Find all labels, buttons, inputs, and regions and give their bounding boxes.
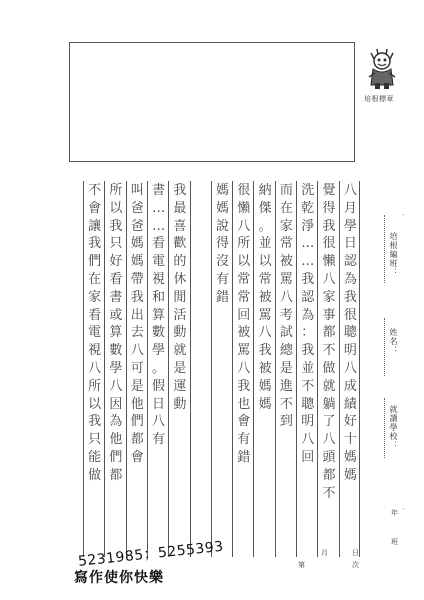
essay-character: 八 bbox=[343, 183, 357, 198]
essay-character: 學 bbox=[343, 218, 357, 234]
essay-column bbox=[232, 181, 253, 557]
essay-character: 錯 bbox=[237, 450, 251, 465]
essay-character: 常 bbox=[237, 289, 251, 305]
essay-character: 了 bbox=[322, 414, 336, 430]
essay-character: 都 bbox=[322, 325, 336, 341]
grade-year-label: 年 bbox=[391, 509, 398, 517]
essay-character: 他 bbox=[109, 432, 123, 448]
essay-column bbox=[190, 181, 211, 557]
essay-character: 為 bbox=[343, 272, 357, 287]
essay-writing-grid bbox=[83, 181, 360, 557]
footer-phone-numbers: 5231985；5255393 bbox=[77, 538, 225, 570]
essay-character: 而 bbox=[279, 183, 293, 198]
essay-character: 淨 bbox=[301, 218, 315, 234]
essay-character: 出 bbox=[130, 307, 144, 323]
essay-character: 很 bbox=[237, 183, 251, 198]
essay-character: 所 bbox=[88, 378, 102, 394]
essay-character: 試 bbox=[279, 325, 293, 341]
essay-column bbox=[339, 181, 360, 557]
essay-character: 八 bbox=[301, 432, 315, 448]
essay-character: 傑 bbox=[258, 200, 272, 216]
class-field-line bbox=[384, 215, 385, 283]
essay-character: 休 bbox=[173, 272, 187, 287]
essay-character: 會 bbox=[130, 450, 144, 465]
essay-character: 動 bbox=[173, 325, 187, 341]
essay-character: 爸 bbox=[130, 200, 144, 216]
essay-character: 是 bbox=[279, 361, 293, 376]
essay-character: 聰 bbox=[343, 325, 357, 341]
essay-character: 很 bbox=[322, 236, 336, 252]
essay-character: 以 bbox=[237, 254, 251, 270]
essay-character: 八 bbox=[237, 218, 251, 234]
essay-character: 們 bbox=[109, 450, 123, 465]
essay-character: 因 bbox=[109, 396, 123, 412]
essay-character: 我 bbox=[173, 183, 187, 198]
essay-character: 以 bbox=[258, 254, 272, 270]
essay-character: 考 bbox=[279, 307, 293, 323]
essay-character: 常 bbox=[279, 236, 293, 252]
essay-character: 為 bbox=[301, 307, 315, 323]
essay-character: 認 bbox=[343, 254, 357, 270]
essay-character: 我 bbox=[130, 289, 144, 305]
essay-column bbox=[168, 181, 189, 557]
essay-character: 成 bbox=[343, 378, 357, 394]
essay-character: 罵 bbox=[279, 272, 293, 287]
essay-character: 電 bbox=[88, 325, 102, 341]
essay-character: 他 bbox=[130, 396, 144, 412]
essay-character: 或 bbox=[109, 307, 123, 323]
essay-character: 學 bbox=[152, 343, 166, 359]
essay-character: 得 bbox=[322, 200, 336, 216]
essay-character: 明 bbox=[301, 414, 315, 430]
essay-character: 沒 bbox=[215, 254, 229, 270]
essay-character: 都 bbox=[322, 467, 336, 483]
essay-character: 躺 bbox=[322, 396, 336, 412]
essay-character: 媽 bbox=[258, 378, 272, 394]
essay-character: 好 bbox=[343, 414, 357, 430]
stamp-label: 培根標章 bbox=[364, 95, 394, 103]
month-label: 月 bbox=[321, 549, 328, 557]
essay-character: 總 bbox=[279, 343, 293, 359]
essay-character: 算 bbox=[109, 325, 123, 341]
essay-character: 不 bbox=[279, 396, 293, 412]
essay-character: 媽 bbox=[343, 450, 357, 465]
essay-character: 得 bbox=[215, 236, 229, 252]
essay-character: 八 bbox=[152, 414, 166, 430]
essay-character: 歡 bbox=[173, 236, 187, 252]
essay-character: 媽 bbox=[343, 467, 357, 483]
essay-character: 去 bbox=[130, 325, 144, 341]
essay-character: 最 bbox=[173, 200, 187, 216]
essay-character: 罵 bbox=[237, 343, 251, 359]
essay-character: 日 bbox=[152, 396, 166, 412]
essay-character: 們 bbox=[88, 254, 102, 270]
essay-character: 並 bbox=[258, 236, 272, 252]
essay-character: 懶 bbox=[322, 254, 336, 270]
essay-character: … bbox=[301, 236, 315, 252]
essay-character: 都 bbox=[109, 467, 123, 483]
essay-character: 覺 bbox=[322, 183, 336, 198]
essay-character: 能 bbox=[88, 450, 102, 465]
essay-character: 看 bbox=[152, 236, 166, 252]
essay-character: 不 bbox=[301, 378, 315, 394]
essay-character: 常 bbox=[258, 272, 272, 287]
essay-character: 的 bbox=[173, 254, 187, 270]
essay-character: 就 bbox=[173, 343, 187, 359]
essay-character: 好 bbox=[109, 254, 123, 270]
school-label: 就讀學校： bbox=[389, 405, 398, 450]
essay-character: 們 bbox=[130, 414, 144, 430]
mascot-stamp-icon bbox=[365, 47, 399, 92]
essay-character: 所 bbox=[109, 183, 123, 198]
essay-character: 家 bbox=[322, 289, 336, 305]
essay-character: 聰 bbox=[301, 396, 315, 412]
school-field-line bbox=[384, 398, 385, 458]
essay-character: 媽 bbox=[130, 236, 144, 252]
essay-character: 。 bbox=[258, 218, 272, 234]
essay-character: 視 bbox=[152, 272, 166, 287]
essay-character: 並 bbox=[301, 361, 315, 376]
essay-character: 八 bbox=[109, 378, 123, 394]
essay-character: 我 bbox=[88, 414, 102, 430]
essay-character: 明 bbox=[343, 343, 357, 359]
essay-character: 運 bbox=[173, 378, 187, 394]
essay-character: 錯 bbox=[215, 289, 229, 305]
essay-character: 八 bbox=[279, 289, 293, 305]
essay-character: 八 bbox=[343, 361, 357, 376]
essay-character: 乾 bbox=[301, 200, 315, 216]
essay-character: 帶 bbox=[130, 272, 144, 287]
essay-character: 八 bbox=[322, 272, 336, 287]
essay-character: 讓 bbox=[88, 218, 102, 234]
essay-column bbox=[211, 181, 232, 557]
essay-character: 都 bbox=[130, 432, 144, 448]
essay-character: 八 bbox=[322, 432, 336, 448]
order-label: 第 bbox=[298, 561, 305, 569]
essay-character: 被 bbox=[258, 361, 272, 376]
essay-character: 所 bbox=[237, 236, 251, 252]
essay-character: 媽 bbox=[130, 254, 144, 270]
essay-character: 八 bbox=[258, 325, 272, 341]
essay-character: 不 bbox=[88, 183, 102, 198]
registration-mark: - bbox=[402, 210, 405, 219]
essay-character: 八 bbox=[130, 343, 144, 359]
essay-character: 績 bbox=[343, 396, 357, 412]
essay-character: 在 bbox=[88, 272, 102, 287]
essay-character: 我 bbox=[258, 343, 272, 359]
essay-character: 學 bbox=[109, 361, 123, 376]
essay-character: 納 bbox=[258, 183, 272, 198]
essay-character: 到 bbox=[279, 414, 293, 430]
essay-character: 數 bbox=[152, 325, 166, 341]
essay-character: 看 bbox=[109, 272, 123, 287]
essay-character: 以 bbox=[88, 396, 102, 412]
essay-character: 洗 bbox=[301, 183, 315, 198]
essay-character: 。 bbox=[152, 361, 166, 376]
essay-character: 八 bbox=[88, 361, 102, 376]
essay-character: 是 bbox=[130, 378, 144, 394]
essay-character: 假 bbox=[152, 378, 166, 394]
essay-character: 我 bbox=[343, 289, 357, 305]
essay-character: 視 bbox=[88, 343, 102, 359]
essay-character: 看 bbox=[88, 307, 102, 323]
essay-column bbox=[126, 181, 147, 557]
essay-character: 我 bbox=[301, 272, 315, 287]
essay-character: 閒 bbox=[173, 289, 187, 305]
name-label: 姓名： bbox=[389, 328, 398, 355]
essay-character: 喜 bbox=[173, 218, 187, 234]
essay-character: … bbox=[301, 254, 315, 270]
essay-character: 我 bbox=[237, 378, 251, 394]
essay-character: 算 bbox=[152, 307, 166, 323]
essay-character: 被 bbox=[279, 254, 293, 270]
essay-column bbox=[296, 181, 317, 557]
essay-character: 活 bbox=[173, 307, 187, 323]
essay-character: 不 bbox=[322, 343, 336, 359]
essay-character: 進 bbox=[279, 378, 293, 394]
essay-character: 會 bbox=[88, 200, 102, 216]
grade-class-label: 班 bbox=[391, 538, 398, 546]
essay-character: 不 bbox=[322, 485, 336, 501]
essay-character: 十 bbox=[343, 432, 357, 448]
essay-character: 有 bbox=[215, 272, 229, 287]
essay-character: 為 bbox=[109, 414, 123, 430]
essay-character: 媽 bbox=[258, 396, 272, 412]
essay-character: 做 bbox=[88, 467, 102, 483]
essay-character: 回 bbox=[301, 450, 315, 465]
essay-character: 有 bbox=[152, 432, 166, 448]
name-field-line bbox=[384, 318, 385, 376]
count-label: 次 bbox=[352, 561, 359, 569]
essay-character: 以 bbox=[109, 200, 123, 216]
essay-column bbox=[275, 181, 296, 557]
essay-character: 回 bbox=[237, 307, 251, 323]
essay-character: 說 bbox=[215, 218, 229, 234]
essay-character: 頭 bbox=[322, 450, 336, 465]
teacher-comment-box bbox=[69, 42, 355, 162]
essay-character: 月 bbox=[343, 200, 357, 216]
essay-character: 我 bbox=[88, 236, 102, 252]
essay-character: 我 bbox=[301, 343, 315, 359]
essay-character: … bbox=[152, 200, 166, 216]
essay-character: 可 bbox=[130, 361, 144, 376]
essay-character: 有 bbox=[237, 432, 251, 448]
essay-character: 只 bbox=[109, 236, 123, 252]
essay-character: 認 bbox=[301, 289, 315, 305]
essay-character: 罵 bbox=[258, 307, 272, 323]
essay-character: 很 bbox=[343, 307, 357, 323]
essay-character: 事 bbox=[322, 307, 336, 323]
essay-column bbox=[317, 181, 338, 557]
essay-character: 家 bbox=[88, 289, 102, 305]
essay-character: 是 bbox=[173, 361, 187, 376]
essay-character: 我 bbox=[322, 218, 336, 234]
essay-character: 做 bbox=[322, 361, 336, 376]
essay-character: 也 bbox=[237, 396, 251, 412]
registration-mark: - bbox=[402, 504, 405, 513]
day-label: 日 bbox=[352, 549, 359, 557]
essay-character: 書 bbox=[109, 289, 123, 305]
essay-character: 在 bbox=[279, 200, 293, 216]
essay-character: 被 bbox=[258, 289, 272, 305]
essay-character: 八 bbox=[237, 361, 251, 376]
essay-character: 爸 bbox=[130, 218, 144, 234]
essay-character: 電 bbox=[152, 254, 166, 270]
essay-character: 只 bbox=[88, 432, 102, 448]
essay-character: ： bbox=[301, 325, 315, 341]
essay-column bbox=[83, 181, 104, 557]
footer-slogan: 寫作使你快樂 bbox=[74, 570, 164, 586]
essay-character: 和 bbox=[152, 289, 166, 305]
essay-character: 動 bbox=[173, 396, 187, 412]
essay-character: 叫 bbox=[130, 183, 144, 198]
essay-column bbox=[253, 181, 274, 557]
class-label: 培根編班： bbox=[389, 232, 398, 277]
essay-column bbox=[104, 181, 125, 557]
essay-character: 數 bbox=[109, 343, 123, 359]
essay-character: 家 bbox=[279, 218, 293, 234]
essay-character: 懶 bbox=[237, 200, 251, 216]
essay-character: 會 bbox=[237, 414, 251, 430]
essay-column bbox=[147, 181, 168, 557]
essay-character: 就 bbox=[322, 378, 336, 394]
essay-character: 媽 bbox=[215, 183, 229, 198]
essay-character: 媽 bbox=[215, 200, 229, 216]
essay-character: … bbox=[152, 218, 166, 234]
essay-character: 日 bbox=[343, 236, 357, 252]
essay-character: 書 bbox=[152, 183, 166, 198]
essay-character: 被 bbox=[237, 325, 251, 341]
essay-character: 我 bbox=[109, 218, 123, 234]
essay-character: 常 bbox=[237, 272, 251, 287]
